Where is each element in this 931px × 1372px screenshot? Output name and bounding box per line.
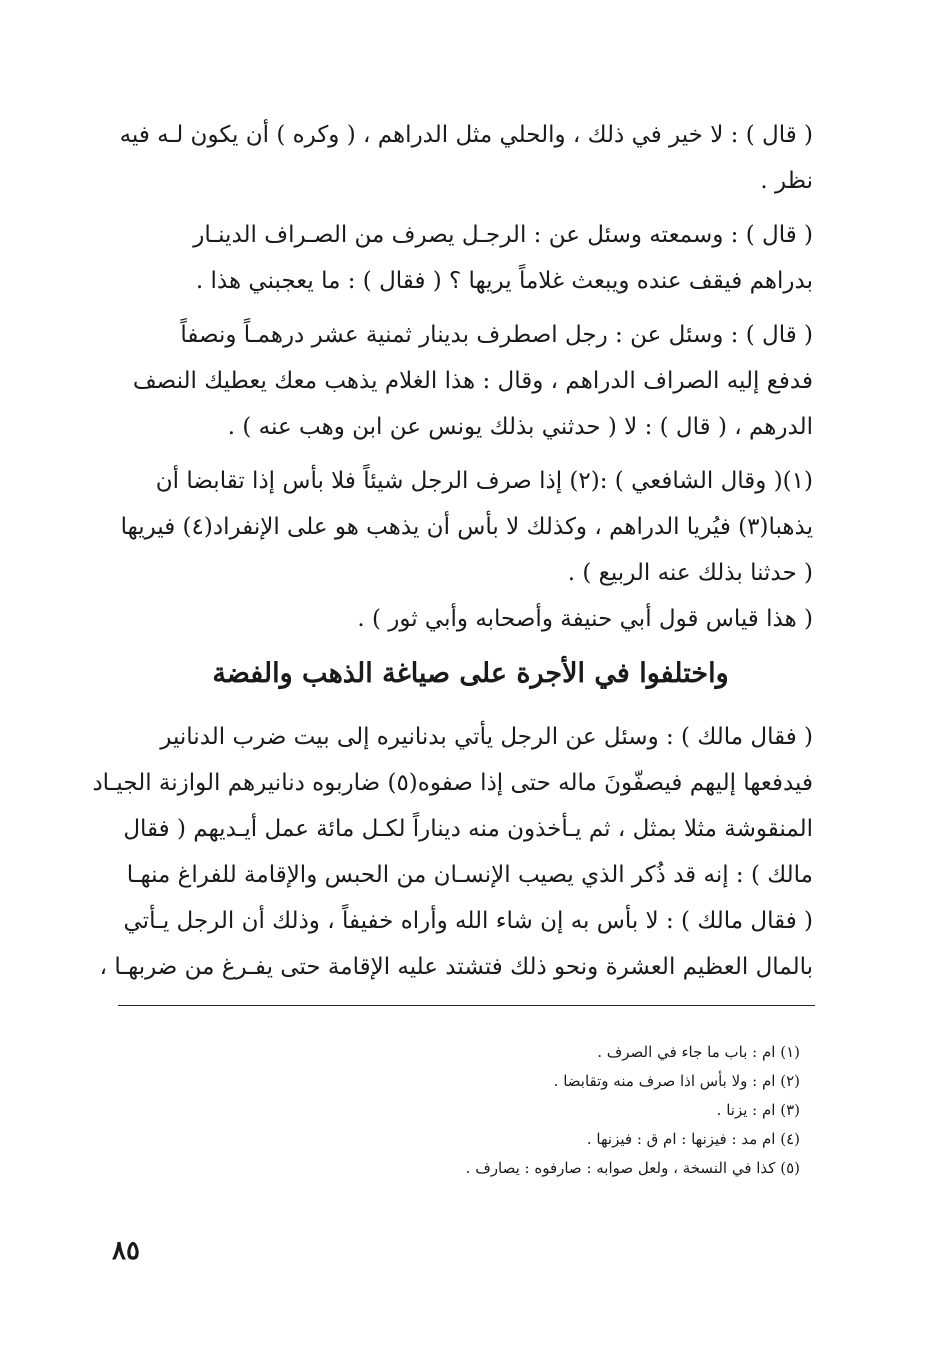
text-line: ( قال ) : لا خير في ذلك ، والحلي مثل الدراهم ، ( وكره ) أن يكون لـه فيه [119, 122, 813, 148]
text-line: فدفع إليه الصراف الدراهم ، وقال : هذا الغلام يذهب معك يعطيك النصف [132, 368, 813, 394]
text-line: يذهبا(٣) فيُريا الدراهم ، وكذلك لا بأس أن يذهب هو على الإنفراد(٤) فيريها [120, 514, 813, 540]
text-line: ( قال ) : وسئل عن : رجل اصطرف بدينار ثمنية عشر درهمـاً ونصفاً [180, 322, 813, 348]
text-line: مالك ) : إنه قد ذُكر الذي يصيب الإنسـان من الحبس والإقامة للفراغ منهـا [126, 862, 813, 888]
paragraph-2 [128, 212, 813, 304]
footnote-divider [118, 1005, 815, 1006]
paragraph-3 [128, 312, 813, 450]
footnote: (١) ام : باب ما جاء في الصرف . [597, 1043, 800, 1061]
text-line: الدرهم ، ( قال ) : لا ( حدثني بذلك يونس عن ابن وهب عنه ) . [227, 414, 813, 440]
text-line: (١)( وقال الشافعي ) :(٢) إذا صرف الرجل شيئاً فلا بأس إذا تقابضا أن [155, 468, 813, 494]
paragraph-1 [119, 112, 813, 204]
page-number: ٨٥ [112, 1236, 140, 1266]
text-line: ( هذا قياس قول أبي حنيفة وأصحابه وأبي ثور ) . [357, 606, 813, 632]
text-line: ( فقال مالك ) : وسئل عن الرجل يأتي بدنانيره إلى بيت ضرب الدنانير [160, 724, 813, 750]
text-line: ( فقال مالك ) : لا بأس به إن شاء الله وأراه خفيفاً ، وذلك أن الرجل يـأتي [123, 908, 813, 934]
page-body [92, 112, 813, 998]
text-line: بالمال العظيم العشرة ونحو ذلك فتشتد عليه الإقامة حتى يفـرغ من ضربهـا ، [99, 954, 813, 980]
text-line: ( حدثنا بذلك عنه الربيع ) . [567, 560, 813, 586]
paragraph-5 [92, 714, 813, 990]
text-line: فيدفعها إليهم فيصفّونَ ماله حتى إذا صفوه(٥) ضاربوه دنانيرهم الوازنة الجيـاد [92, 770, 813, 796]
footnote: (٣) ام : يزنا . [716, 1101, 800, 1119]
text-line: المنقوشة مثلا بمثل ، ثم يـأخذون منه ديناراً لكـل مائة عمل أيـديهم ( فقال [123, 816, 813, 842]
text-line: ( قال ) : وسمعته وسئل عن : الرجـل يصرف من الصـراف الدينـار [193, 222, 813, 248]
footnote: (٢) ام : ولا بأس اذا صرف منه وتقابضا . [553, 1072, 800, 1090]
footnote: (٤) ام مد : فيزنها : ام ق : فيزنها . [586, 1130, 800, 1148]
text-line: بدراهم فيقف عنده ويبعث غلاماً يريها ؟ ( فقال ) : ما يعجبني هذا . [195, 268, 813, 294]
section-title: واختلفوا في الأجرة على صياغة الذهب والفضة [212, 658, 729, 689]
footnote: (٥) كذا في النسخة ، ولعل صوابه : صارفوه : يصارف . [465, 1159, 800, 1177]
paragraph-4 [120, 458, 813, 642]
footnotes [128, 1038, 800, 1183]
text-line: نظر . [760, 168, 813, 194]
